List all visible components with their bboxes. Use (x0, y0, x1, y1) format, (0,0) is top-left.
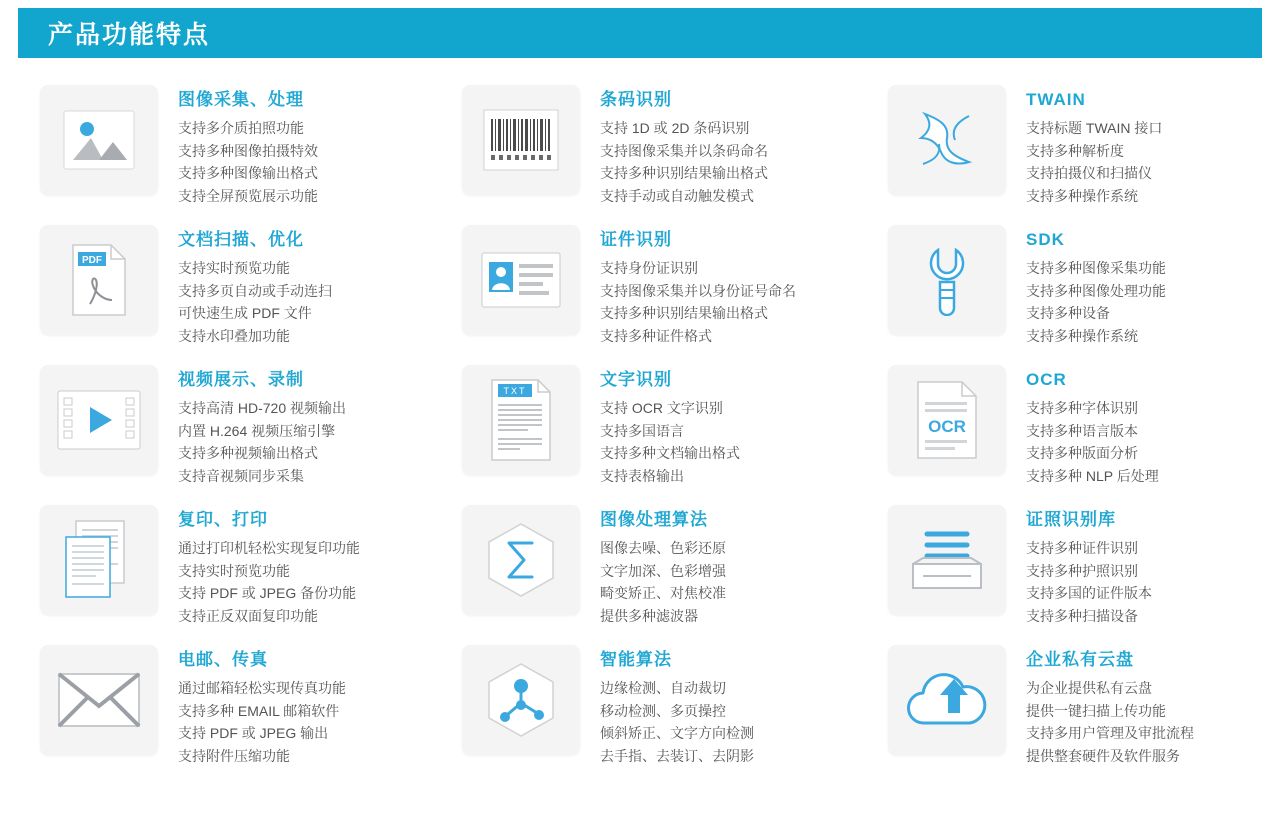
feature-text (178, 85, 318, 207)
feature-title: OCR (1026, 370, 1067, 389)
feature-line: 支持实时预览功能 (178, 562, 290, 579)
feature-card (852, 492, 1278, 632)
feature-icon-box (462, 505, 580, 615)
feature-card (426, 632, 852, 772)
feature-title: 电邮、传真 (178, 650, 268, 669)
feature-icon-box (462, 225, 580, 335)
feature-line: 支持表格输出 (600, 467, 684, 484)
feature-icon-box (888, 365, 1006, 475)
feature-line: 边缘检测、自动裁切 (600, 680, 726, 696)
sigma-algorithm-icon (485, 521, 557, 599)
feature-line: 支持多种视频输出格式 (178, 445, 318, 461)
page-header (18, 8, 1262, 58)
feature-line: 支持正反双面复印功能 (178, 607, 318, 624)
feature-card (426, 352, 852, 492)
feature-text (600, 85, 768, 207)
feature-text (1026, 365, 1159, 487)
feature-line: 支持 OCR 文字识别 (600, 400, 723, 416)
feature-line: 支持实时预览功能 (178, 260, 290, 276)
feature-card (852, 212, 1278, 352)
feature-icon-box (40, 645, 158, 755)
barcode-icon (483, 109, 559, 171)
feature-line: 支持身份证识别 (600, 260, 698, 276)
feature-title: 文档扫描、优化 (178, 230, 304, 249)
feature-line: 支持多种识别结果输出格式 (600, 165, 768, 181)
feature-icon-box (462, 85, 580, 195)
feature-icon-box (40, 505, 158, 615)
svg-text:PDF: PDF (82, 255, 102, 266)
feature-text (178, 225, 332, 347)
feature-line: 支持手动或自动触发模式 (600, 187, 754, 204)
feature-line: 支持标题 TWAIN 接口 (1026, 120, 1163, 136)
feature-text (178, 505, 360, 627)
txt-file-icon (490, 378, 552, 462)
feature-line: 支持 PDF 或 JPEG 备份功能 (178, 585, 357, 601)
feature-line: 支持多种识别结果输出格式 (600, 305, 768, 321)
feature-text (600, 505, 726, 627)
image-picture-icon (63, 110, 135, 170)
feature-line: 提供多种滤波器 (600, 607, 698, 624)
feature-line: 支持水印叠加功能 (178, 327, 290, 344)
feature-card (426, 72, 852, 212)
feature-line: 支持多种操作系统 (1026, 187, 1138, 204)
feature-line: 支持多种图像采集功能 (1026, 260, 1166, 276)
feature-line: 通过打印机轻松实现复印功能 (178, 540, 360, 556)
ocr-page-icon (916, 380, 978, 460)
feature-text (1026, 505, 1152, 627)
feature-line: 支持多种护照识别 (1026, 562, 1138, 579)
features-grid (0, 72, 1280, 772)
id-card-icon (481, 252, 561, 308)
feature-title: 文字识别 (600, 370, 672, 389)
feature-line: 支持多种文档输出格式 (600, 445, 740, 461)
feature-line: 可快速生成 PDF 文件 (178, 305, 312, 321)
feature-title: TWAIN (1026, 90, 1086, 109)
feature-line: 文字加深、色彩增强 (600, 562, 726, 579)
feature-line: 支持多种版面分析 (1026, 445, 1138, 461)
feature-line: 支持多种 NLP 后处理 (1026, 467, 1159, 484)
feature-icon-box (888, 505, 1006, 615)
feature-line: 支持拍摄仪和扫描仪 (1026, 165, 1152, 181)
feature-card (852, 632, 1278, 772)
feature-icon-box (40, 365, 158, 475)
feature-line: 支持多种语言版本 (1026, 422, 1138, 439)
feature-line: 支持 1D 或 2D 条码识别 (600, 120, 750, 136)
feature-line: 提供一键扫描上传功能 (1026, 702, 1166, 719)
feature-title: 复印、打印 (178, 510, 268, 529)
feature-icon-box (462, 645, 580, 755)
feature-title: 企业私有云盘 (1026, 650, 1134, 669)
feature-line: 图像去噪、色彩还原 (600, 540, 726, 556)
feature-title: SDK (1026, 230, 1065, 249)
feature-line: 支持多种图像处理功能 (1026, 282, 1166, 299)
feature-text (1026, 85, 1162, 207)
feature-text (178, 365, 346, 487)
feature-text (600, 645, 754, 767)
feature-text (600, 225, 796, 347)
feature-card (0, 352, 426, 492)
feature-line: 支持多国的证件版本 (1026, 585, 1152, 601)
feature-text (178, 645, 346, 767)
feature-line: 支持多种图像输出格式 (178, 165, 318, 181)
feature-line: 支持多种字体识别 (1026, 400, 1138, 416)
feature-line: 支持多种操作系统 (1026, 327, 1138, 344)
document-tray-icon (907, 526, 987, 594)
feature-line: 倾斜矫正、文字方向检测 (600, 725, 754, 741)
feature-line: 支持附件压缩功能 (178, 747, 290, 764)
feature-card (426, 492, 852, 632)
wrench-icon (914, 244, 980, 316)
feature-line: 支持音视频同步采集 (178, 467, 304, 484)
feature-icon-box (888, 85, 1006, 195)
feature-text (1026, 645, 1194, 767)
feature-title: 智能算法 (600, 650, 672, 669)
feature-line: 支持全屏预览展示功能 (178, 187, 318, 204)
video-play-icon (57, 390, 141, 450)
feature-title: 证照识别库 (1026, 510, 1116, 529)
svg-text:OCR: OCR (928, 417, 966, 436)
share-nodes-icon (485, 661, 557, 739)
feature-icon-box (888, 645, 1006, 755)
feature-line: 畸变矫正、对焦校准 (600, 585, 726, 601)
feature-icon-box (462, 365, 580, 475)
feature-line: 为企业提供私有云盘 (1026, 680, 1152, 696)
envelope-mail-icon (57, 672, 141, 728)
feature-card (852, 352, 1278, 492)
feature-line: 支持多介质拍照功能 (178, 120, 304, 136)
feature-line: 支持图像采集并以身份证号命名 (600, 282, 796, 299)
feature-title: 条码识别 (600, 90, 672, 109)
feature-card (852, 72, 1278, 212)
feature-line: 支持多种证件格式 (600, 327, 712, 344)
feature-line: 支持 PDF 或 JPEG 输出 (178, 725, 329, 741)
feature-line: 支持多种图像拍摄特效 (178, 142, 318, 159)
svg-text:TXT: TXT (503, 386, 527, 396)
feature-line: 支持多种设备 (1026, 305, 1110, 321)
feature-card (0, 632, 426, 772)
page-title: 产品功能特点 (48, 21, 211, 49)
feature-text (600, 365, 740, 487)
twain-scanner-icon (911, 104, 983, 176)
feature-line: 支持多种解析度 (1026, 142, 1124, 159)
feature-line: 支持多种证件识别 (1026, 540, 1138, 556)
feature-line: 支持多页自动或手动连扫 (178, 282, 332, 299)
feature-line: 支持多国语言 (600, 422, 684, 439)
cloud-upload-icon (902, 669, 992, 731)
feature-line: 支持多种 EMAIL 邮箱软件 (178, 702, 340, 719)
feature-title: 证件识别 (600, 230, 672, 249)
feature-line: 通过邮箱轻松实现传真功能 (178, 680, 346, 696)
copy-print-icon (62, 519, 136, 601)
feature-title: 图像采集、处理 (178, 90, 304, 109)
feature-line: 支持多用户管理及审批流程 (1026, 725, 1194, 741)
feature-card (0, 72, 426, 212)
feature-line: 去手指、去装订、去阴影 (600, 747, 754, 764)
feature-text (1026, 225, 1166, 347)
feature-card (0, 212, 426, 352)
feature-line: 移动检测、多页操控 (600, 702, 726, 719)
feature-line: 支持高清 HD-720 视频输出 (178, 400, 347, 416)
feature-card (426, 212, 852, 352)
pdf-document-icon (70, 242, 128, 318)
feature-title: 图像处理算法 (600, 510, 708, 529)
feature-title: 视频展示、录制 (178, 370, 304, 389)
feature-line: 内置 H.264 视频压缩引擎 (178, 422, 336, 439)
feature-card (0, 492, 426, 632)
feature-line: 支持多种扫描设备 (1026, 607, 1138, 624)
feature-icon-box (40, 225, 158, 335)
feature-icon-box (888, 225, 1006, 335)
feature-line: 提供整套硬件及软件服务 (1026, 747, 1180, 764)
feature-icon-box (40, 85, 158, 195)
feature-line: 支持图像采集并以条码命名 (600, 142, 768, 159)
